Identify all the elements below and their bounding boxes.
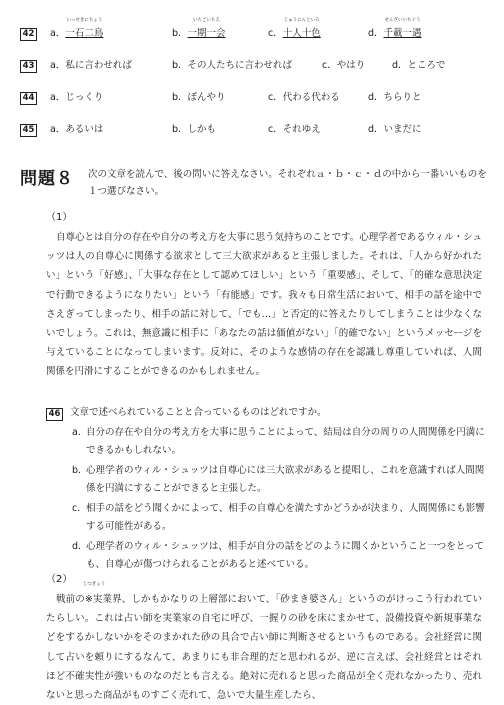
option-c[interactable]: c． じゅうにんといろ 十人十色 xyxy=(268,18,321,39)
question-number: 45 xyxy=(20,124,37,137)
option-a[interactable]: a．私に言わせれば xyxy=(50,60,132,71)
question-number: 42 xyxy=(20,28,37,41)
option-b[interactable]: b．しかも xyxy=(172,124,217,135)
option-c[interactable]: c．やはり xyxy=(322,60,366,71)
choice-c[interactable]: c． 相手の話をどう聞くかによって、相手の自尊心を満たすかどうかが決まり、人間関係にも影響する可能性がある。 xyxy=(72,503,485,532)
option-b[interactable]: b．その人たちに言わせれば xyxy=(172,60,293,71)
passage-1-label: （1） xyxy=(46,212,73,223)
question-number: 44 xyxy=(20,92,37,105)
question-number: 46 xyxy=(46,408,63,421)
question-row-45 xyxy=(20,122,490,138)
choice-d[interactable]: d． 心理学者のウィル・シュッツは、相手が自分の話をどのように聞くかということ一つをとっても、自尊心が傷つけられることがあると述べている。 xyxy=(72,541,485,570)
option-d[interactable]: d．いまだに xyxy=(368,124,422,135)
option-d[interactable]: d．ちらりと xyxy=(368,92,422,103)
furigana-jitsugyou: じつぎょう xyxy=(82,582,106,587)
option-a[interactable]: a．あるいは xyxy=(50,124,104,135)
passage-2-text: 戦前の※実業界、しかもかなりの上層部において、「砂まき婆さん」というのがけっこう行われていたらしい。これは占い師を実業家の自宅に呼び、一握りの砂を床にまかせて、設備投資や新規事業などをするかしないかをそのまかれた砂の具合で占い師に判断させるというものである。会社経営に関して占いを頼りにするなんて、あまりにも非合理的だと思われるが、逆に言えば、会社経営とはそれほど不確実性が強いものなのだとも言える。絶対に売れると思った商品が全く売れなかったり、売れないと思った商品がものすごく売れて、急いで大量生産したら、 xyxy=(46,594,482,702)
section-instruction: 次の文章を読んで、後の問いに答えなさい。それぞれａ・ｂ・ｃ・ｄの中から一番いいものを１つ選びなさい。 xyxy=(88,169,487,197)
section-title: 問題８ xyxy=(20,169,74,189)
question-row-44 xyxy=(20,90,490,106)
option-b[interactable]: b． いちごいちえ 一期一会 xyxy=(172,18,226,39)
passage-2-label: （2） xyxy=(46,574,73,585)
option-a[interactable]: a． いっせきにちょう 一石二鳥 xyxy=(50,18,104,39)
passage-1-text: 自尊心とは自分の存在や自分の考え方を大事に思う気持ちのことです。心理学者であるウィル・シュッツは人の自尊心に関係する欲求として三大欲求があると主張しました。それは、「人から好かれたい」という「好感」、「大事な存在として認めてほしい」という「重要感」、そして、「的確な意思決定で行動できるようになりたい」という「有能感」です。我々も日常生活において、相手の話を途中でさえぎってしまったり、相手の話に対して、「でも…」と否定的に答えたりしてしまうことは少なくないでしょう。これは、無意識に相手に「あなたの話は価値がない」「的確でない」というメッセージを与えていることになってしまいます。反対に、そのような感情の存在を認識し尊重していれば、人間関係を円滑にすることができるのかもしれません。 xyxy=(46,232,482,378)
question-row-43 xyxy=(20,58,490,74)
option-d[interactable]: d．ところで xyxy=(392,60,446,71)
question-number: 43 xyxy=(20,60,37,73)
question-stem: 文章で述べられていることと合っているものはどれですか。 xyxy=(70,407,327,418)
option-c[interactable]: c．代わる代わる xyxy=(268,92,340,103)
option-c[interactable]: c．それゆえ xyxy=(268,124,321,135)
choice-b[interactable]: b． 心理学者のウィル・シュッツは自尊心には三大欲求があると提唱し、これを意識すれば人間関係を円満にすることができると主張した。 xyxy=(72,465,485,494)
option-d[interactable]: d． せんざいいちぐう 千載一遇 xyxy=(368,18,422,39)
question-row-42 xyxy=(20,18,490,42)
option-a[interactable]: a．じっくり xyxy=(50,92,104,103)
choice-a[interactable]: a． 自分の存在や自分の考え方を大事に思うことによって、結局は自分の周りの人間関係を円満にできるかもしれない。 xyxy=(72,427,485,456)
option-b[interactable]: b．ぼんやり xyxy=(172,92,226,103)
